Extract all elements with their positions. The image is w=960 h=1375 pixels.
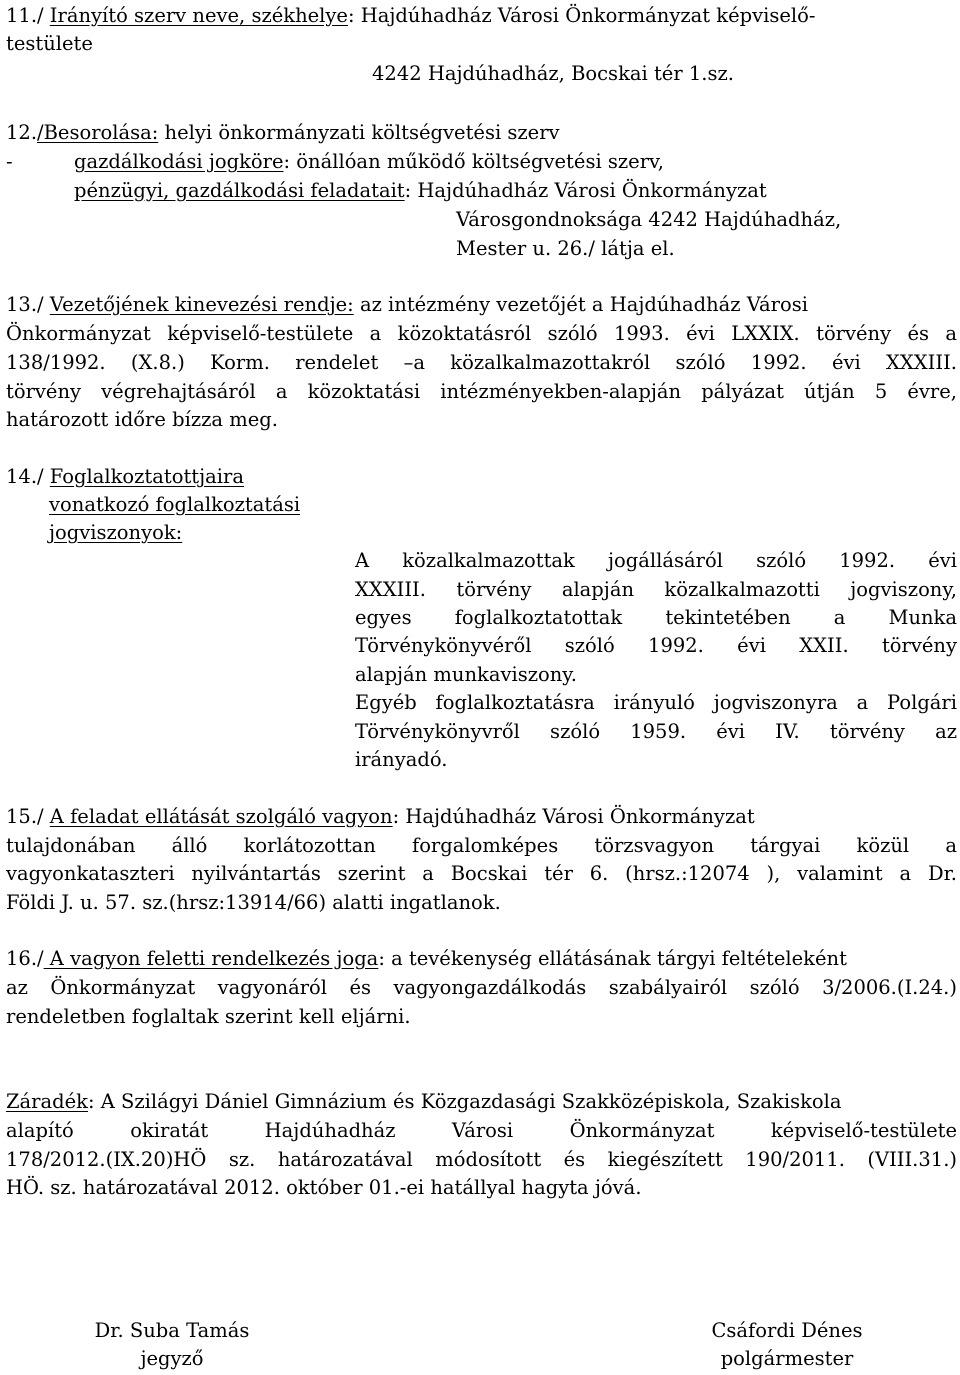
section-13-line-1 [6, 291, 808, 319]
section-11-address: 4242 Hajdúhadház, Bocskai tér 1.sz. [372, 62, 734, 85]
signature-left-title: jegyző [140, 1347, 204, 1370]
section-15-line-4: Földi J. u. 57. sz.(hrsz:13914/66) alatti ingatlanok. [6, 891, 501, 914]
section-12-number: 12. [6, 121, 38, 144]
signature-right-name: Csáfordi Dénes [711, 1319, 863, 1342]
section-16-label: A vagyon feletti rendelkezés joga [43, 947, 379, 970]
section-14-body-line-3: egyes foglalkoztatottak tekintetében a Munka [355, 606, 957, 629]
section-14-number: 14./ [6, 465, 44, 488]
section-14-body-line-4: Törvénykönyvéről szóló 1992. évi XXII. törvény [355, 634, 957, 657]
section-15-number: 15./ [6, 805, 44, 828]
section-12-line-4: Városgondnoksága 4242 Hajdúhadház, [456, 208, 842, 231]
section-14-body-line-5: alapján munkaviszony. [355, 663, 577, 686]
section-14-body-line-8: irányadó. [355, 748, 448, 771]
section-15-line-3: vagyonkataszteri nyilvántartás szerint a Bocskai tér 6. (hrsz.:12074 ), valamint a Dr. [6, 862, 957, 885]
section-11-line-2: testülete [6, 32, 93, 55]
section-15-label: A feladat ellátását szolgáló vagyon [49, 805, 393, 828]
section-12-label-2: gazdálkodási jogköre [74, 150, 284, 173]
section-12-text-3: : Hajdúhadház Városi Önkormányzat [404, 179, 767, 202]
section-12-line-2 [74, 148, 664, 176]
section-16-line-3: rendeletben foglaltak szerint kell eljárni. [6, 1005, 411, 1028]
section-12-label-3: pénzügyi, gazdálkodási feladatait [74, 179, 405, 202]
signature-left-name: Dr. Suba Tamás [94, 1319, 250, 1342]
section-15-line-1 [6, 803, 755, 831]
section-12-text-2: : önállóan működő költségvetési szerv, [283, 150, 664, 173]
section-11-text: : Hajdúhadház Városi Önkormányzat képviselő- [347, 4, 816, 27]
section-12-label: /Besorolása: [37, 121, 159, 144]
section-14-label-1: Foglalkoztatottjaira [49, 465, 244, 488]
section-12-dash: - [6, 150, 13, 173]
section-14-label-3: jogviszonyok: [49, 521, 183, 544]
section-12-line-1 [6, 119, 560, 147]
closing-label: Záradék [6, 1090, 88, 1113]
section-13-line-3: 138/1992. (X.8.) Korm. rendelet –a közalkalmazottakról szóló 1992. évi XXXIII. [6, 351, 957, 374]
section-14-label-2: vonatkozó foglalkoztatási [49, 493, 301, 516]
section-14-body-line-6: Egyéb foglalkoztatásra irányuló jogviszonyra a Polgári [355, 691, 957, 714]
closing-line-2: alapító okiratát Hajdúhadház Városi Önkormányzat képviselő-testülete [6, 1119, 957, 1142]
closing-text-1: : A Szilágyi Dániel Gimnázium és Közgazdasági Szakközépiskola, Szakiskola [87, 1090, 842, 1113]
section-13-line-2: Önkormányzat képviselő-testülete a közoktatásról szóló 1993. évi LXXIX. törvény és a [6, 322, 957, 345]
section-15-line-2: tulajdonában álló korlátozottan forgalomképes törzsvagyon tárgyai közül a [6, 834, 957, 857]
section-14-body-line-7: Törvénykönyvről szóló 1959. évi IV. törvény az [355, 720, 957, 743]
section-13-number: 13./ [6, 293, 44, 316]
section-16-line-2: az Önkormányzat vagyonáról és vagyongazdálkodás szabályairól szóló 3/2006.(I.24.) [6, 976, 957, 999]
section-16-text-1: : a tevékenység ellátásának tárgyi feltételeként [378, 947, 847, 970]
section-12-text: helyi önkormányzati költségvetési szerv [158, 121, 560, 144]
closing-line-4: HÖ. sz. határozatával 2012. október 01.-ei hatállyal hagyta jóvá. [6, 1176, 642, 1199]
closing-line-1 [6, 1088, 842, 1116]
section-16-line-1 [6, 945, 847, 973]
section-16-number: 16./ [6, 947, 44, 970]
signature-left [52, 1317, 292, 1373]
closing-line-3: 178/2012.(IX.20)HÖ sz. határozatával módosított és kiegészített 190/2011. (VIII.31.) [6, 1148, 957, 1171]
section-11-number: 11./ [6, 4, 44, 27]
section-14-line-1 [6, 463, 244, 491]
signature-right [667, 1317, 907, 1373]
section-12-line-3 [74, 177, 767, 205]
section-11-line-1 [6, 2, 815, 30]
signature-right-title: polgármester [720, 1347, 854, 1370]
section-13-line-5: határozott időre bízza meg. [6, 408, 278, 431]
section-12-line-5: Mester u. 26./ látja el. [456, 237, 675, 260]
section-11-label: Irányító szerv neve, székhelye [49, 4, 348, 27]
section-14-body-line-1: A közalkalmazottak jogállásáról szóló 1992. évi [355, 549, 957, 572]
section-13-label: Vezetőjének kinevezési rendje: [49, 293, 354, 316]
section-13-line-4: törvény végrehajtásáról a közoktatási intézményekben-alapján pályázat útján 5 évre, [6, 380, 957, 403]
section-13-text-1: az intézmény vezetőjét a Hajdúhadház Városi [353, 293, 808, 316]
section-15-text-1: : Hajdúhadház Városi Önkormányzat [392, 805, 755, 828]
section-14-body-line-2: XXXIII. törvény alapján közalkalmazotti jogviszony, [355, 578, 957, 601]
